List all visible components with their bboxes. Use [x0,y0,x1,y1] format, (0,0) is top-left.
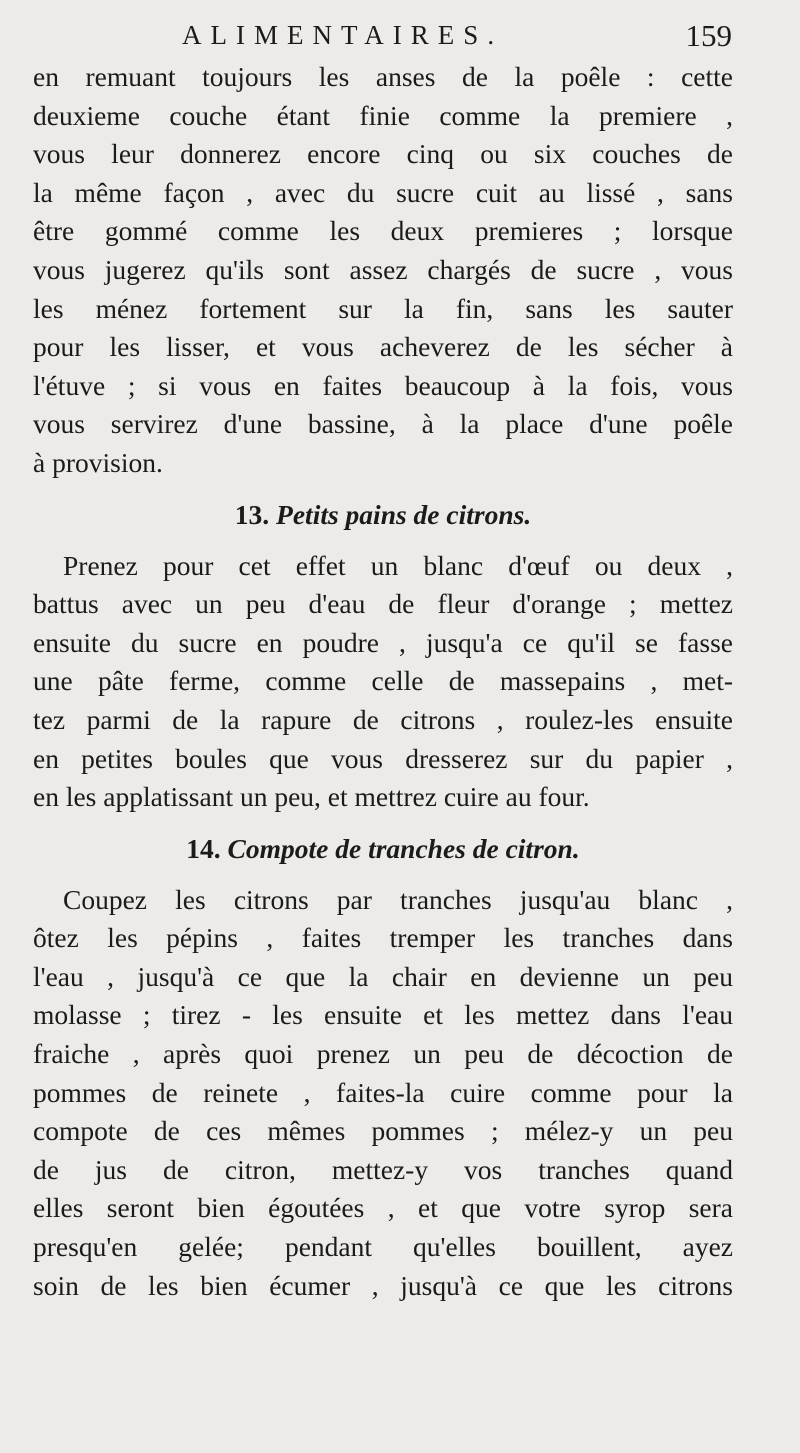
text-line: molasse ; tirez - les ensuite et les mettez dans l'eau [33,999,733,1031]
text-line: pour les lisser, et vous acheverez de les sécher à [33,331,733,363]
text-line: deuxieme couche étant finie comme la premiere , [33,99,733,131]
text-line: compote de ces mêmes pommes ; mélez-y un peu [33,1115,733,1147]
text-line: tez parmi de la rapure de citrons , roulez-les ensuite [33,703,733,735]
text-line: battus avec un peu d'eau de fleur d'orange ; mettez [33,588,733,620]
text-line: de jus de citron, mettez-y vos tranches quand [33,1153,733,1185]
text-line: vous servirez d'une bassine, à la place d'une poêle [33,408,733,440]
text-line: presqu'en gelée; pendant qu'elles bouillent, ayez [33,1231,733,1263]
text-line: pommes de reinete , faites-la cuire comme pour la [33,1076,733,1108]
page-body [33,58,733,1305]
recipe-14-paragraph [33,881,733,1306]
text-line: ensuite du sucre en poudre , jusqu'a ce qu'il se fasse [33,626,733,658]
text-line: l'eau , jusqu'à ce que la chair en devienne un peu [33,960,733,992]
recipe-13-heading [33,483,733,547]
recipe-title: Petits pains de citrons. [276,498,532,530]
page-header [0,14,800,58]
text-line: une pâte ferme, comme celle de massepains , met- [33,665,733,697]
text-line: vous leur donnerez encore cinq ou six couches de [33,138,733,170]
text-line: en petites boules que vous dresserez sur du papier , [33,742,733,774]
text-line: en les applatissant un peu, et mettrez cuire au four. [33,781,590,813]
text-line: soin de les bien écumer , jusqu'à ce que les citrons [33,1269,733,1301]
text-line: à provision. [33,446,163,478]
recipe-number: 14. [186,832,221,864]
recipe-14-heading [33,817,733,881]
text-line: vous jugerez qu'ils sont assez chargés de sucre , vous [33,253,733,285]
text-line: la même façon , avec du sucre cuit au lissé , sans [33,176,733,208]
text-line: ôtez les pépins , faites tremper les tranches dans [33,922,733,954]
page-number: 159 [685,18,732,53]
paragraph-continued [33,58,733,483]
text-line: fraiche , après quoi prenez un peu de décoction de [33,1038,733,1070]
text-line: être gommé comme les deux premieres ; lorsque [33,215,733,247]
text-line: Prenez pour cet effet un blanc d'œuf ou deux , [63,549,733,581]
recipe-13-paragraph [33,547,733,817]
recipe-number: 13. [234,498,270,530]
recipe-title: Compote de tranches de citron. [227,832,580,864]
text-line: Coupez les citrons par tranches jusqu'au blanc , [63,883,733,915]
text-line: en remuant toujours les anses de la poêle : cette [33,61,733,92]
running-title: ALIMENTAIRES. [182,20,504,50]
text-line: les ménez fortement sur la fin, sans les sauter [33,292,733,324]
text-line: l'étuve ; si vous en faites beaucoup à la fois, vous [33,369,733,401]
text-line: elles seront bien égoutées , et que votre syrop sera [33,1192,733,1224]
